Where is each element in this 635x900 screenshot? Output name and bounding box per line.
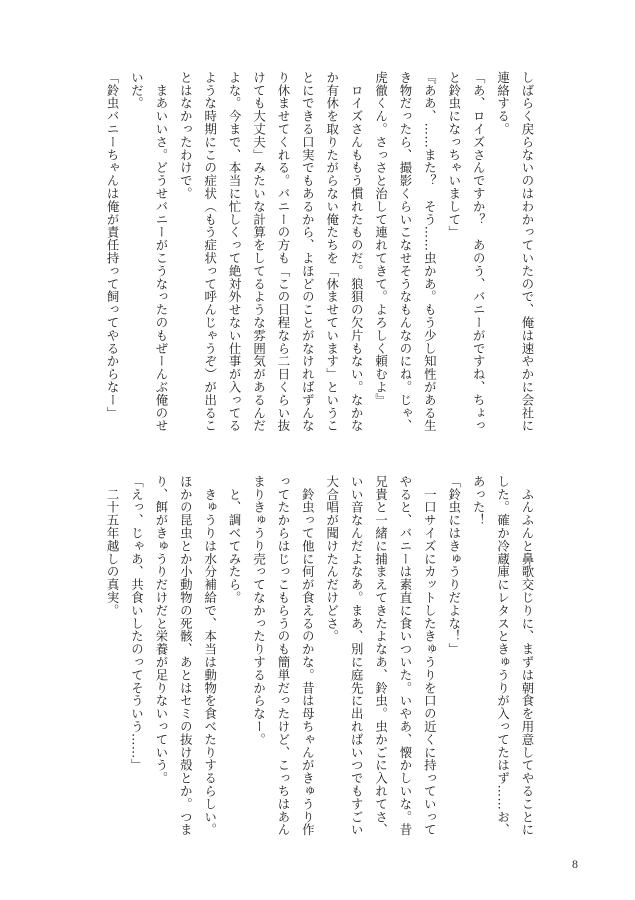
- text-block-top: [105, 71, 539, 455]
- text-line: 「鈴虫にはきゅうりだよな！」: [446, 475, 462, 656]
- text-line: 「えっ、じゃあ、共食いしたのってそういう……」: [129, 475, 145, 772]
- text-line: き物だったら、撮影くらいこなせそうなもんなのにね。じゃ、: [397, 71, 413, 433]
- text-line: ほかの昆虫とか小動物の死骸、あとはセミの抜け殻とか。つま: [178, 475, 194, 837]
- text-line: 一口サイズにカットしたきゅうりを口の近くに持っていって: [422, 475, 438, 837]
- text-line: いだ。: [129, 71, 145, 110]
- text-line: り休ませてくれる。バニーの方も「この日程なら二日くらい抜: [275, 71, 291, 433]
- text-line: 兄貴と一緒に捕まえてきたよなあ、鈴虫。虫かごに入れてさ、: [373, 475, 389, 837]
- text-line: まあいいさ。どうせバニーがこうなったのもぜーんぶ俺のせ: [153, 71, 169, 433]
- text-line: 連絡する。: [495, 71, 511, 136]
- text-line: まりきゅうり売ってなかったりするからなー。: [251, 475, 267, 746]
- text-line: した。確か冷蔵庫にレタスときゅうりが入ってたはず……お、: [495, 475, 511, 837]
- text-line: 二十五年越しの真実。: [105, 475, 121, 617]
- text-line: ような時期にこの症状（もう症状って呼んじゃうぞ）が出るこ: [202, 71, 218, 433]
- text-line: 鈴虫って他に何が食えるのかな。昔は母ちゃんがきゅうり作: [300, 475, 316, 837]
- text-line: 大合唱が聞けたんだけどさ。: [324, 475, 340, 643]
- text-line: 『ああ、……また？ そう……虫かあ。もう少し知性がある生: [422, 71, 438, 433]
- text-block-bottom: [105, 475, 539, 859]
- text-line: と鈴虫になっちゃいまして」: [446, 71, 462, 239]
- text-line: とはなかったわけで。: [178, 71, 194, 200]
- text-line: きゅうりは水分補給で、本当は動物を食べたりするらしい。: [202, 475, 218, 837]
- text-line: しばらく戻らないのはわかっていたので、俺は速やかに会社に: [520, 71, 535, 433]
- text-line: けても大丈夫」みたいな計算をしてるような雰囲気があるんだ: [251, 71, 267, 433]
- text-line: と、調べてみたら。: [227, 475, 243, 604]
- text-line: 虎徹くん。さっさと治して連れてきて。よろしく頼むよ』: [373, 71, 389, 407]
- text-line: ロイズさんももう慣れたものだ。狼狽の欠片もない。なかな: [349, 71, 365, 433]
- text-line: か有休を取りたがらない俺たちを「休ませています」というこ: [324, 71, 340, 433]
- text-line: とにできる口実でもあるから、よほどのことがなければずんな: [300, 71, 316, 433]
- text-line: いい音なんだよなあ。まあ、別に庭先に出ればいつでもすごい: [349, 475, 365, 837]
- text-line: ってたからはじっこもらうのも簡単だったけど、こっちはあん: [275, 475, 291, 837]
- text-line: り、餌がきゅうりだけだと栄養が足りないっていう。: [153, 475, 169, 785]
- text-line: 「あ、ロイズさんですか？ あのう、バニーがですね、ちょっ: [471, 71, 487, 433]
- text-line: 「鈴虫バニーちゃんは俺が責任持って飼ってやるからなー」: [105, 71, 121, 420]
- text-line: ふんふんと鼻歌交じりに、まずは朝食を用意してやることに: [520, 475, 535, 837]
- page-number: 8: [572, 857, 578, 871]
- text-line: よな。今まで、本当に忙しくって絶対外せない仕事が入ってる: [227, 71, 243, 433]
- text-line: やると、バニーは素直に食いついた。いやあ、懐かしいな。昔: [397, 475, 413, 837]
- text-line: あった！: [471, 475, 487, 527]
